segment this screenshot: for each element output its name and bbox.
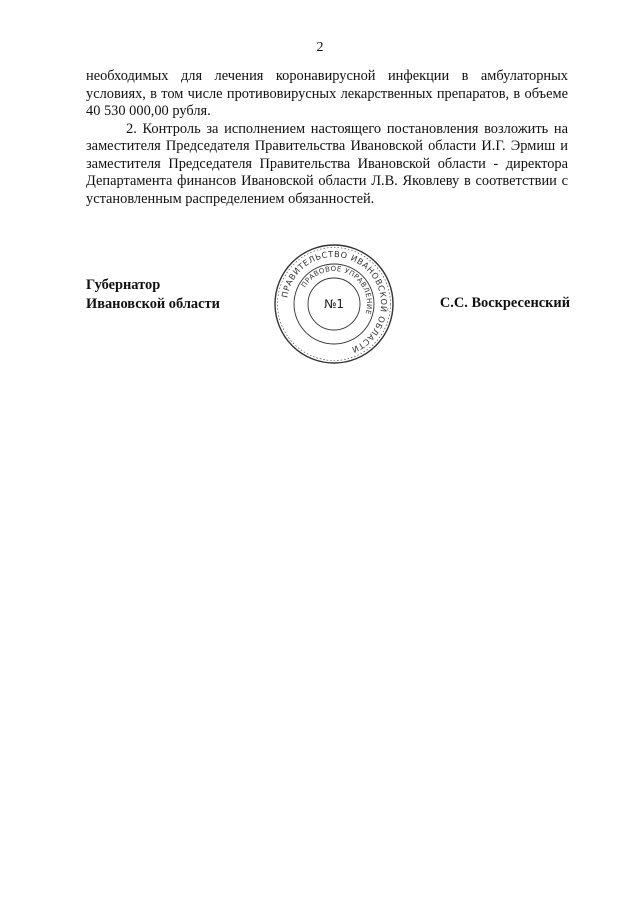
signatory-name: С.С. Воскресенский <box>439 295 570 311</box>
official-seal <box>272 242 396 366</box>
paragraph-item-2: 2. Контроль за исполнением настоящего постановления возложить на заместителя Председателя Правительства Ивановской области И.Г. Эрмиш и заместителя Председателя Правительства Ивановской области - директора Департамента финансов Ивановской области Л.В. Яковлеву в соответствии с установленным распределением обязанностей. <box>86 120 568 207</box>
position-title: Губернатор <box>86 277 161 293</box>
document-body <box>86 68 568 208</box>
seal-outer-text: ПРАВИТЕЛЬСТВО ИВАНОВСКОЙ ОБЛАСТИ <box>279 248 390 356</box>
paragraph-continuation: необходимых для лечения коронавирусной инфекции в амбулаторных условиях, в том числе противовирусных лекарственных препаратов, в объеме 40 530 000,00 рубля. <box>86 68 568 119</box>
page-number: 2 <box>316 40 324 55</box>
seal-inner-text: ПРАВОВОЕ УПРАВЛЕНИЕ <box>299 264 374 316</box>
position-region: Ивановской области <box>86 296 220 312</box>
seal-number: №1 <box>323 297 345 311</box>
signatory-position <box>86 276 220 314</box>
